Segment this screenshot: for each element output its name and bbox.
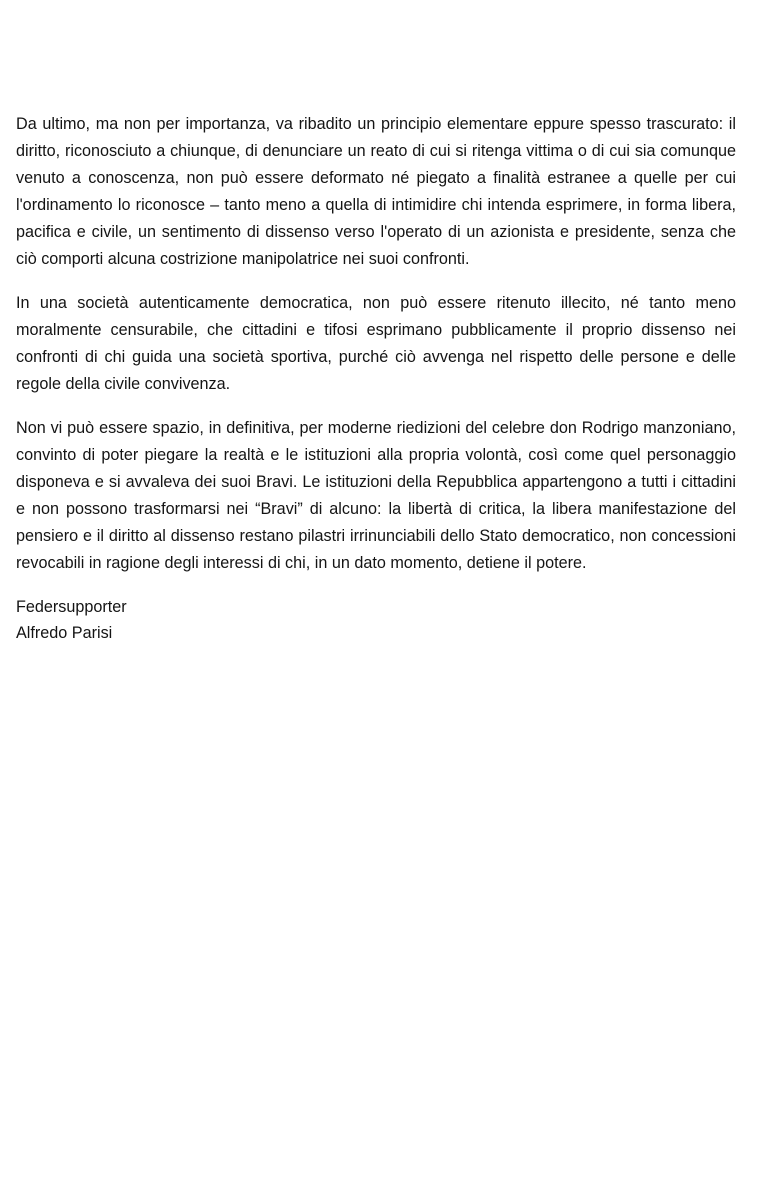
paragraph-3: Non vi può essere spazio, in definitiva, per moderne riedizioni del celebre don Rodrigo manzoniano, convinto di poter piegare la realtà e le istituzioni alla propria volontà, così come quel personaggio disponeva e si avvaleva dei suoi Bravi. Le istituzioni della Repubblica appartengono a tutti i cittadini e non possono trasformarsi nei “Bravi” di alcuno: la libertà di critica, la libera manifestazione del pensiero e il diritto al dissenso restano pilastri irrinunciabili dello Stato democratico, non concessioni revocabili in ragione degli interessi di chi, in un dato momento, detiene il potere. — [16, 419, 736, 572]
signature-organization: Federsupporter — [16, 598, 127, 616]
paragraph-2: In una società autenticamente democratica, non può essere ritenuto illecito, né tanto meno moralmente censurabile, che cittadini e tifosi esprimano pubblicamente il proprio dissenso nei confronti di chi guida una società sportiva, purché ciò avvenga nel rispetto delle persone e delle regole della civile convivenza. — [16, 294, 736, 393]
paragraph-1: Da ultimo, ma non per importanza, va ribadito un principio elementare eppure spesso trascurato: il diritto, riconosciuto a chiunque, di denunciare un reato di cui si ritenga vittima o di cui sia comunque venuto a conoscenza, non può essere deformato né piegato a finalità estranee a quelle per cui l'ordinamento lo riconosce – tanto meno a quella di intimidire chi intenda esprimere, in forma libera, pacifica e civile, un sentimento di dissenso verso l'operato di un azionista e presidente, senza che ciò comporti alcuna costrizione manipolatrice nei suoi confronti. — [16, 115, 736, 268]
signature-name: Alfredo Parisi — [16, 624, 113, 642]
document-body — [16, 111, 736, 646]
signature-block — [16, 594, 736, 646]
